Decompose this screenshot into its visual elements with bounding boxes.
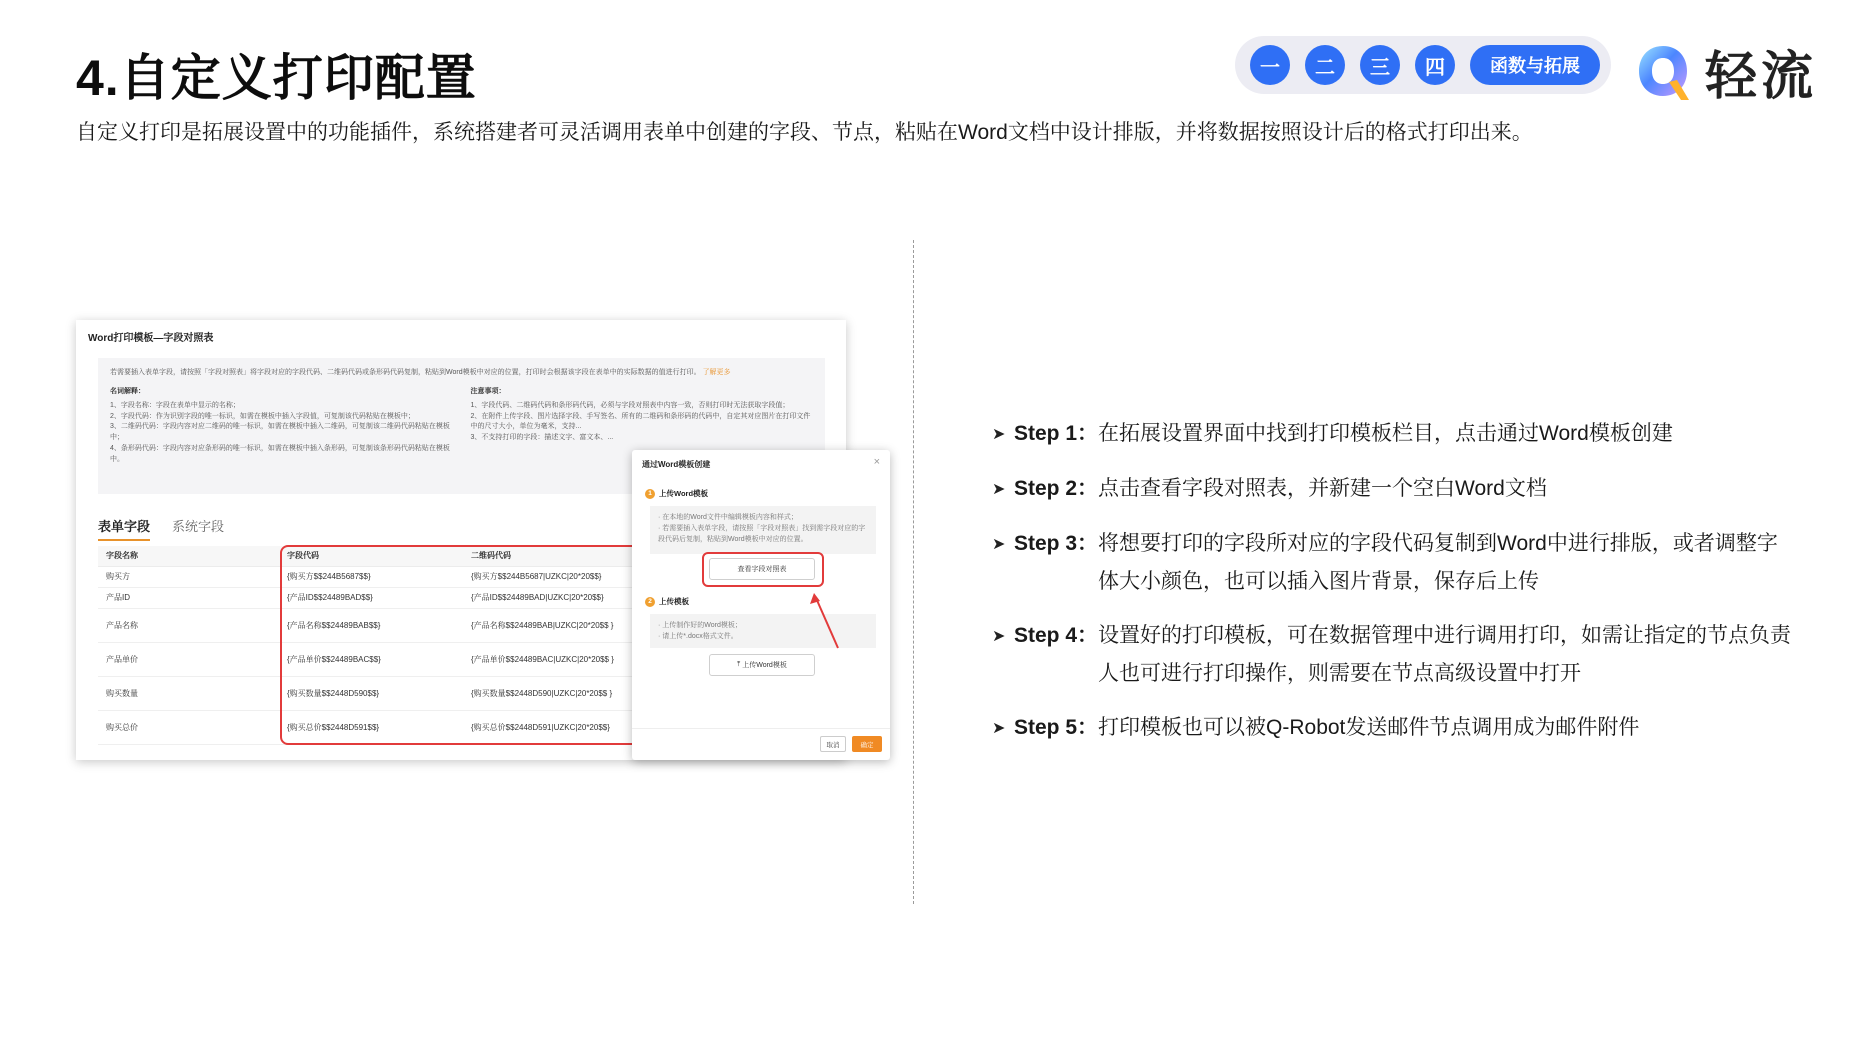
steps-list — [992, 415, 1792, 764]
column-header: 二维码代码 — [463, 546, 718, 566]
step-item — [992, 415, 1792, 454]
arrow-right-icon: ➤ — [992, 426, 1006, 443]
field-code-cell[interactable]: {产品ID$$24489BAD$$} — [279, 587, 463, 608]
dialog-title: 通过Word模板创建 — [642, 460, 711, 469]
code-columns-highlight — [280, 545, 640, 745]
chapter-4-button[interactable]: 四 — [1415, 45, 1455, 85]
step-label: Step 4： — [1014, 624, 1099, 647]
field-code-cell[interactable]: {产品单价$$24489BAC$$} — [279, 642, 463, 676]
qr-code-cell[interactable]: {购买总价$$2448D591|UZKC|20*20$$} — [463, 710, 718, 744]
step-label: Step 3： — [1014, 532, 1099, 555]
brand — [1635, 34, 1817, 109]
field-name-cell: 产品单价 — [98, 642, 279, 676]
field-name-cell: 购买方 — [98, 566, 279, 587]
term-line: 1、字段名称：字段在表单中显示的名称； — [110, 401, 240, 409]
chapter-3-button[interactable]: 三 — [1360, 45, 1400, 85]
screenshot-title: Word打印模板—字段对照表 — [88, 333, 214, 344]
step-2-badge: 2 — [645, 597, 655, 607]
field-tabs — [98, 516, 224, 541]
field-name-cell: 产品ID — [98, 587, 279, 608]
field-code-cell[interactable]: {购买总价$$2448D591$$} — [279, 710, 463, 744]
note-line: 2、在附件上传字段、图片选择字段、手写签名、所有的二维码和条形码的代码中，自定其对应图片在打印文件中的尺寸大小，单位为毫米，支持... — [470, 412, 811, 431]
chapter-active-pill[interactable]: 函数与拓展 — [1470, 45, 1600, 85]
arrow-right-icon: ➤ — [992, 481, 1006, 498]
cancel-button[interactable]: 取消 — [820, 736, 846, 752]
step-label: Step 1： — [1014, 422, 1099, 445]
note-line: 1、字段代码、二维码代码和条形码代码，必须与字段对照表中内容一致，否则打印时无法获取字段值； — [470, 401, 790, 409]
chapter-1-button[interactable]: 一 — [1250, 45, 1290, 85]
page-title: 4.自定义打印配置 — [76, 50, 477, 106]
info-intro-text: 若需要插入表单字段，请按照「字段对照表」将字段对应的字段代码、二维码代码或条形码代码复制，粘贴到Word模板中对应的位置，打印时会根据该字段在表单中的实际数据的值进行打印。 — [110, 369, 701, 376]
qr-code-cell[interactable]: {购买数量$$2448D590|UZKC|20*20$$ } — [463, 676, 718, 710]
instruction-line: · 若需要插入表单字段，请按照「字段对照表」找到需字段对应的字段代码后复制，粘贴到Word模板中对应的位置。 — [658, 525, 866, 544]
pointer-arrow-icon — [800, 590, 860, 660]
info-intro — [110, 368, 813, 379]
qr-code-cell[interactable]: {产品ID$$24489BAD|UZKC|20*20$$} — [463, 587, 718, 608]
field-code-cell[interactable]: {购买数量$$2448D590$$} — [279, 676, 463, 710]
tab-system-fields[interactable]: 系统字段 — [172, 519, 225, 534]
arrow-right-icon: ➤ — [992, 536, 1006, 553]
column-header: 字段代码 — [279, 546, 463, 566]
button-highlight — [702, 552, 824, 587]
upload-icon: ⤒ — [737, 661, 743, 668]
page-subtitle: 自定义打印是拓展设置中的功能插件，系统搭建者可灵活调用表单中创建的字段、节点，粘贴在Word文档中设计排版，并将数据按照设计后的格式打印出来。 — [76, 121, 1533, 144]
step-item — [992, 470, 1792, 509]
term-line: 3、二维码代码：字段内容对应二维码的唯一标识，如需在模板中插入二维码，可复制该二维码代码粘贴在模板中； — [110, 423, 450, 442]
step-1-badge: 1 — [645, 489, 655, 499]
field-name-cell: 产品名称 — [98, 608, 279, 642]
section-upload-word — [645, 488, 708, 499]
confirm-button[interactable]: 确定 — [852, 736, 882, 752]
step-text: 将想要打印的字段所对应的字段代码复制到Word中进行排版，或者调整字体大小颜色，也可以插入图片背景，保存后上传 — [1098, 532, 1778, 593]
section-upload-template — [645, 596, 689, 607]
view-field-table-button[interactable]: 查看字段对照表 — [709, 558, 815, 580]
chapter-2-button[interactable]: 二 — [1305, 45, 1345, 85]
step-text: 设置好的打印模板，可在数据管理中进行调用打印，如需让指定的节点负责人也可进行打印操作，则需要在节点高级设置中打开 — [1098, 624, 1792, 685]
dialog-footer-divider — [632, 728, 890, 729]
section-1-instructions — [650, 506, 876, 554]
term-line: 4、条形码代码：字段内容对应条形码的唯一标识，如需在模板中插入条形码，可复制该条形码代码粘贴在模板中。 — [110, 445, 450, 463]
close-icon[interactable]: × — [873, 456, 880, 468]
instruction-line: · 请上传*.docx格式文件。 — [658, 633, 738, 641]
section-title: 上传Word模板 — [659, 489, 709, 498]
instruction-line: · 上传制作好的Word模板； — [658, 622, 742, 629]
step-item — [992, 525, 1792, 601]
step-label: Step 2： — [1014, 477, 1099, 500]
chapter-nav — [1235, 36, 1611, 94]
arrow-right-icon: ➤ — [992, 628, 1006, 645]
step-text: 点击查看字段对照表，并新建一个空白Word文档 — [1098, 477, 1547, 500]
brand-name: 轻流 — [1705, 48, 1818, 106]
step-label: Step 5： — [1014, 716, 1099, 739]
arrow-right-icon: ➤ — [992, 720, 1006, 737]
upload-button-label: 上传Word模板 — [742, 662, 787, 669]
instruction-line: · 在本地的Word文件中编辑模板内容和样式； — [658, 514, 798, 521]
terms-column — [110, 387, 453, 466]
qingflow-logo-icon — [1635, 42, 1691, 102]
vertical-divider — [913, 240, 914, 904]
step-item — [992, 709, 1792, 748]
field-code-cell[interactable]: {产品名称$$24489BAB$$} — [279, 608, 463, 642]
tab-form-fields[interactable]: 表单字段 — [98, 516, 150, 541]
field-code-cell[interactable]: {购买方$$244B5687$$} — [279, 566, 463, 587]
step-item — [992, 617, 1792, 693]
field-name-cell: 购买总价 — [98, 710, 279, 744]
field-name-cell: 购买数量 — [98, 676, 279, 710]
term-line: 2、字段代码：作为识别字段的唯一标识，如需在模板中插入字段值，可复制该代码粘贴在模板中； — [110, 412, 415, 420]
column-header: 字段名称 — [98, 546, 279, 566]
qr-code-cell[interactable]: {产品单价$$24489BAC|UZKC|20*20$$ } — [463, 642, 718, 676]
note-line: 3、不支持打印的字段：描述文字、富文本、... — [470, 434, 614, 442]
learn-more-link[interactable]: 了解更多 — [702, 369, 731, 376]
qr-code-cell[interactable]: {购买方$$244B5687|UZKC|20*20$$} — [463, 566, 718, 587]
qr-code-cell[interactable]: {产品名称$$24489BAB|UZKC|20*20$$ } — [463, 608, 718, 642]
step-text: 打印模板也可以被Q-Robot发送邮件节点调用成为邮件附件 — [1098, 716, 1640, 739]
terms-heading: 名词解释： — [110, 387, 145, 395]
step-text: 在拓展设置界面中找到打印模板栏目，点击通过Word模板创建 — [1098, 422, 1673, 445]
notes-heading: 注意事项： — [470, 387, 506, 395]
section-title: 上传模板 — [659, 597, 689, 606]
